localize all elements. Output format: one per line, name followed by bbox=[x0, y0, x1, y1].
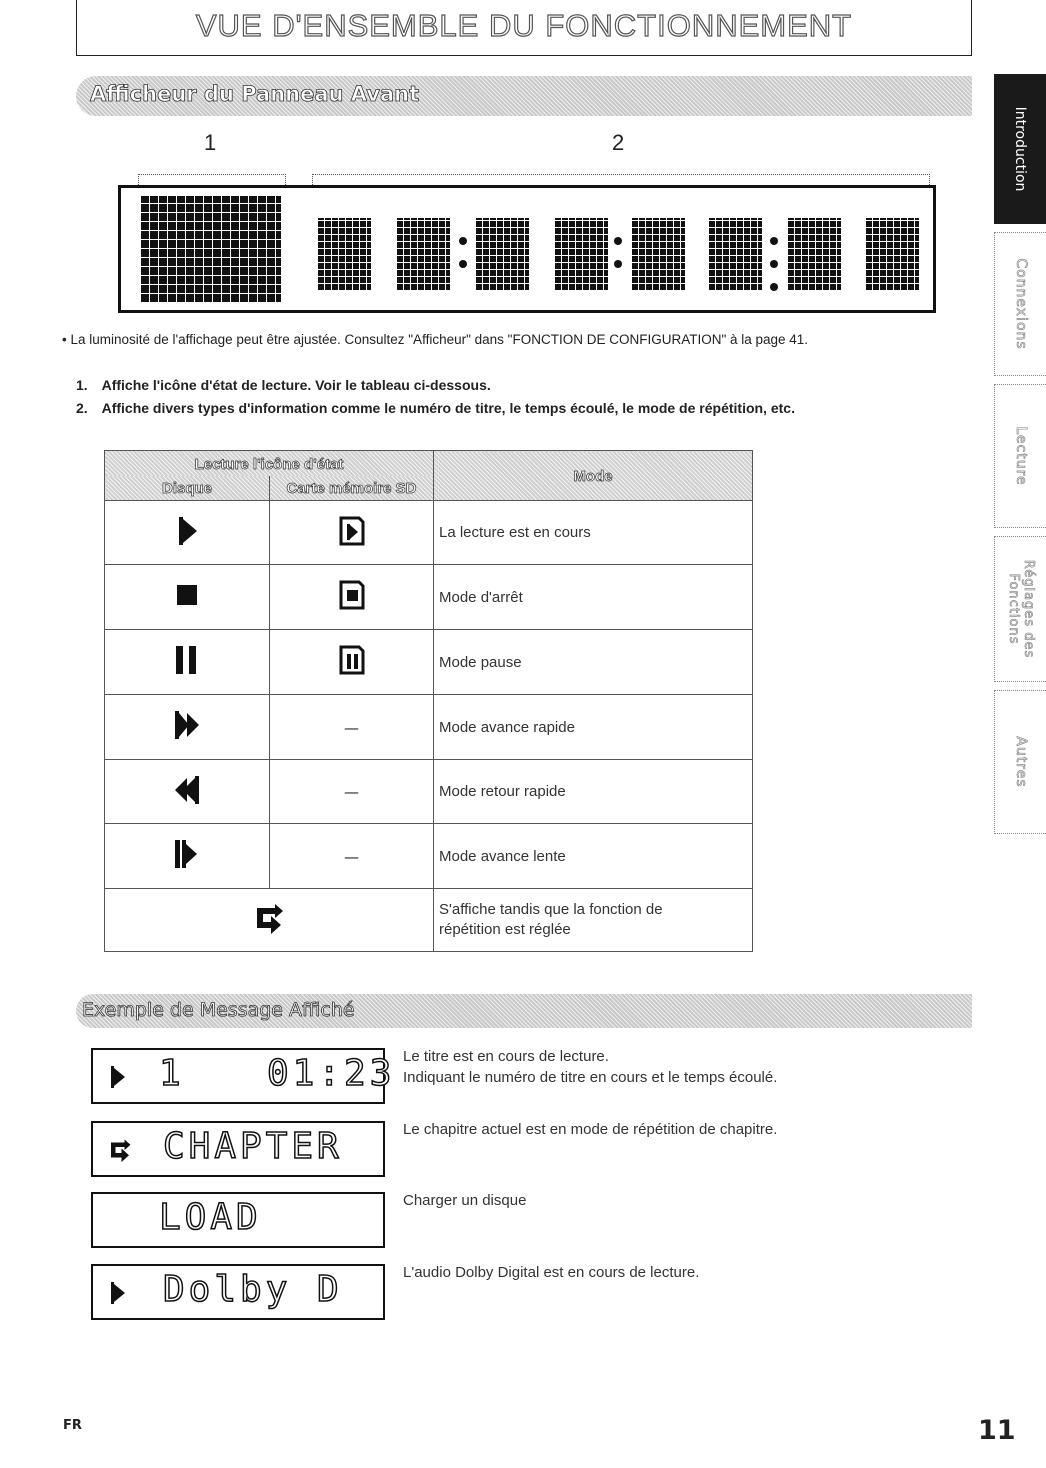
table-row bbox=[105, 695, 753, 760]
sd-icon-cell bbox=[270, 501, 434, 565]
disc-icon-cell bbox=[105, 824, 270, 889]
message-description bbox=[403, 1046, 777, 1088]
mode-cell: Mode avance rapide bbox=[434, 695, 753, 760]
dash: — bbox=[344, 847, 359, 866]
tab-label: Introduction bbox=[1012, 106, 1028, 192]
item-number: 2. bbox=[76, 400, 88, 416]
message-display-title bbox=[91, 1048, 396, 1104]
display-char bbox=[632, 218, 685, 290]
sd-play-icon bbox=[332, 511, 372, 551]
tab-label: Connexions bbox=[1012, 258, 1029, 350]
mode-cell bbox=[434, 889, 753, 952]
lcd-text: Dolby D bbox=[163, 1269, 343, 1310]
table-row bbox=[105, 760, 753, 824]
header-sd-label: Carte mémoire SD bbox=[286, 480, 417, 498]
message-display-load bbox=[91, 1192, 385, 1248]
dash: — bbox=[344, 718, 359, 737]
callout-2: 2 bbox=[612, 130, 625, 155]
lcd-time: 01:23 bbox=[267, 1053, 396, 1094]
table-row-repeat bbox=[105, 889, 753, 952]
tab-label: Réglages des Fonctions bbox=[1005, 559, 1036, 659]
mode-cell: Mode d'arrêt bbox=[434, 565, 753, 630]
play-icon bbox=[109, 1064, 129, 1090]
tab-reglages[interactable] bbox=[994, 536, 1046, 682]
tab-label: Autres bbox=[1012, 736, 1029, 788]
mode-line: répétition est réglée bbox=[439, 921, 571, 938]
status-icon-table bbox=[104, 450, 753, 952]
item-text: Affiche l'icône d'état de lecture. Voir le tableau ci-dessous. bbox=[101, 377, 491, 393]
callout-1: 1 bbox=[204, 130, 217, 155]
disc-icon-cell bbox=[105, 565, 270, 630]
header-mode-cell bbox=[434, 451, 753, 501]
page-title: VUE D'ENSEMBLE DU FONCTIONNEMENT bbox=[195, 8, 853, 43]
display-char bbox=[318, 218, 371, 290]
stop-icon bbox=[167, 577, 207, 613]
disc-icon-cell bbox=[105, 760, 270, 824]
header-disc-label: Disque bbox=[161, 480, 212, 498]
sd-pause-icon bbox=[332, 640, 372, 680]
sd-icon-cell bbox=[270, 565, 434, 630]
message-description: Charger un disque bbox=[403, 1192, 527, 1209]
sd-icon-cell bbox=[270, 695, 434, 760]
desc-line: Indiquant le numéro de titre en cours et le temps écoulé. bbox=[403, 1069, 778, 1086]
colon-dot bbox=[614, 260, 622, 268]
mode-cell: Mode avance lente bbox=[434, 824, 753, 889]
table-header-row bbox=[105, 451, 753, 476]
colon-dot bbox=[770, 260, 778, 268]
message-display-chapter bbox=[91, 1121, 385, 1177]
mode-line: S'affiche tandis que la fonction de bbox=[439, 901, 663, 918]
pause-icon bbox=[167, 642, 207, 678]
disc-icon-cell bbox=[105, 630, 270, 695]
message-description: L'audio Dolby Digital est en cours de lecture. bbox=[403, 1264, 700, 1281]
disc-icon-cell bbox=[105, 695, 270, 760]
colon-dot bbox=[770, 283, 778, 291]
page-number: 11 bbox=[978, 1415, 1016, 1446]
sd-icon-cell bbox=[270, 760, 434, 824]
tab-connexions[interactable] bbox=[994, 232, 1046, 376]
tab-autres[interactable] bbox=[994, 690, 1046, 834]
colon-dot bbox=[459, 260, 467, 268]
disc-icon-cell bbox=[105, 501, 270, 565]
mode-cell: Mode retour rapide bbox=[434, 760, 753, 824]
table-row bbox=[105, 630, 753, 695]
brightness-note: • La luminosité de l'affichage peut être ajustée. Consultez "Afficheur" dans "FONCTION DE CONFIGURATION" à la page 41. bbox=[62, 332, 809, 347]
header-mode-label: Mode bbox=[573, 468, 613, 485]
play-icon bbox=[109, 1280, 129, 1306]
fast-reverse-icon bbox=[167, 772, 207, 808]
status-icon-matrix bbox=[141, 196, 281, 302]
item-1 bbox=[76, 377, 491, 393]
repeat-icon bbox=[105, 1135, 135, 1165]
sd-stop-icon bbox=[332, 575, 372, 615]
fast-forward-icon bbox=[167, 707, 207, 743]
lcd-text: CHAPTER bbox=[163, 1126, 343, 1167]
display-char bbox=[709, 218, 762, 290]
message-description: Le chapitre actuel est en mode de répétition de chapitre. bbox=[403, 1121, 778, 1138]
item-number: 1. bbox=[76, 377, 88, 393]
mode-cell: La lecture est en cours bbox=[434, 501, 753, 565]
play-icon bbox=[167, 513, 207, 549]
desc-line: Le titre est en cours de lecture. bbox=[403, 1048, 609, 1065]
colon-dot bbox=[614, 237, 622, 245]
display-char bbox=[555, 218, 608, 290]
tab-label: Lecture bbox=[1012, 426, 1029, 486]
item-2 bbox=[76, 400, 795, 416]
colon-dot bbox=[459, 237, 467, 245]
table-row bbox=[105, 824, 753, 889]
header-group-label: Lecture l'icône d'état bbox=[194, 455, 344, 473]
section-title-front-panel: Afficheur du Panneau Avant bbox=[90, 82, 420, 106]
slow-forward-icon bbox=[167, 836, 207, 872]
message-display-dolby bbox=[91, 1264, 385, 1320]
lcd-title-number: 1 bbox=[159, 1053, 185, 1094]
header-group-cell bbox=[105, 451, 434, 476]
lcd-text: LOAD bbox=[159, 1197, 262, 1238]
table-row bbox=[105, 565, 753, 630]
repeat-icon-cell bbox=[105, 889, 434, 952]
language-code: FR bbox=[63, 1418, 82, 1433]
colon-dot bbox=[770, 237, 778, 245]
sd-icon-cell bbox=[270, 824, 434, 889]
mode-cell: Mode pause bbox=[434, 630, 753, 695]
repeat-icon bbox=[249, 898, 289, 938]
item-text: Affiche divers types d'information comme le numéro de titre, le temps écoulé, le mode de répétition, etc. bbox=[101, 400, 795, 416]
header-sd-cell bbox=[270, 476, 434, 501]
display-char bbox=[397, 218, 450, 290]
tab-lecture[interactable] bbox=[994, 384, 1046, 528]
display-char bbox=[476, 218, 529, 290]
display-char bbox=[866, 218, 919, 290]
header-disc-cell bbox=[105, 476, 270, 501]
section-title-messages: Exemple de Message Affiché bbox=[82, 999, 355, 1021]
sd-icon-cell bbox=[270, 630, 434, 695]
dash: — bbox=[344, 783, 359, 801]
table-row bbox=[105, 501, 753, 565]
display-char bbox=[788, 218, 841, 290]
tab-introduction[interactable] bbox=[994, 74, 1046, 224]
